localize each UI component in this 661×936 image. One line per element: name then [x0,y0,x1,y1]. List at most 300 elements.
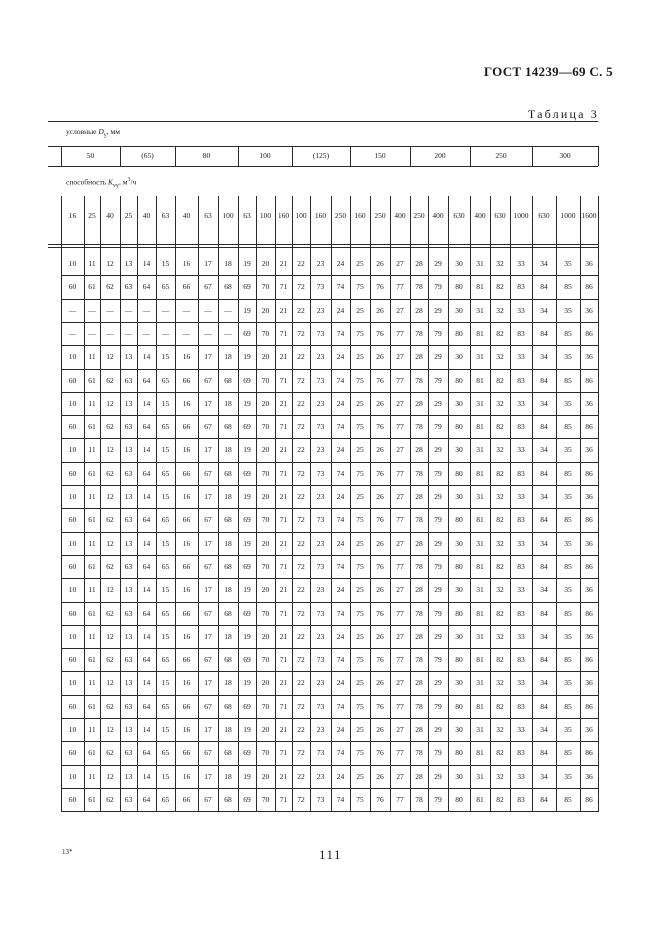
table-cell: 30 [455,632,463,641]
table-cell: 86 [585,515,593,524]
table-cell: 16 [182,585,191,594]
pressure-subcolumn-value: 160 [354,211,366,220]
table-cell: 76 [376,795,384,804]
table-cell: 74 [336,655,345,664]
table-cell: 18 [224,399,232,408]
table-cell: 62 [106,655,114,664]
table-cell: 86 [585,376,593,385]
table-cell: 66 [182,702,191,711]
table-cell: 60 [68,469,77,478]
table-cell: 34 [540,352,548,361]
table-cell: 73 [316,748,325,757]
table-cell: 21 [279,259,288,268]
table-cell: 22 [297,678,305,687]
pressure-subcolumn-value: 160 [277,211,290,220]
table-cell: 12 [106,492,114,501]
table-cell: 36 [585,585,593,594]
table-cell: 69 [243,795,251,804]
table-cell: 27 [396,399,404,408]
table-cell: 63 [124,469,133,478]
table-cell: 31 [476,492,484,501]
row-rule [61,508,598,509]
table-cell: 64 [142,562,151,571]
table-cell: 12 [106,772,114,781]
table-cell: 69 [243,282,251,291]
table-cell: 24 [336,632,345,641]
table-cell: 11 [88,352,96,361]
table-cell: 14 [142,678,151,687]
table-cell: 34 [540,399,548,408]
table-cell: 33 [517,772,525,781]
table-cell: 77 [396,795,404,804]
pressure-subcolumn-value: 63 [243,211,251,220]
table-cell: 20 [261,306,270,315]
table-cell: 24 [336,539,345,548]
table-cell: 66 [182,515,191,524]
table-cell: 73 [316,515,325,524]
table-cell: 79 [434,376,442,385]
table-cell: 24 [336,678,345,687]
nominal-diameter-value: 150 [374,151,386,160]
table-cell: 25 [356,399,364,408]
table-cell: 25 [356,725,364,734]
table-cell: 23 [316,632,325,641]
table-cell: 74 [336,609,345,618]
table-cell: 15 [161,725,170,734]
table-cell: 31 [476,306,484,315]
table-cell: 77 [396,702,404,711]
table-cell: 15 [161,399,170,408]
table-cell: 68 [224,469,232,478]
table-cell: 18 [224,772,232,781]
table-cell: 62 [106,609,114,618]
table-cell: 66 [182,609,191,618]
table-cell: 70 [261,282,270,291]
table-cell: 84 [540,609,548,618]
table-cell: 72 [297,376,305,385]
table-cell: 17 [204,492,212,501]
table-cell: 64 [142,422,151,431]
table-cell: 62 [106,515,114,524]
table-cell: 84 [540,702,548,711]
table-cell: 63 [124,655,133,664]
table-cell: 22 [297,632,305,641]
table-cell: 19 [243,352,251,361]
table-cell: 71 [279,748,288,757]
nominal-diameter-value: 50 [86,151,95,160]
table-cell: 76 [376,655,384,664]
table-cell: 82 [496,562,504,571]
table-cell: 84 [540,655,548,664]
table-cell: 21 [279,585,288,594]
table-cell: 21 [279,678,288,687]
table-cell: 61 [88,422,96,431]
table-cell: 27 [396,259,404,268]
table-cell: 77 [396,376,404,385]
table-cell: 11 [88,259,96,268]
table-cell: 23 [316,445,325,454]
table-cell: 19 [243,492,251,501]
table-cell: 13 [124,678,133,687]
table-cell: 22 [297,399,305,408]
table-cell: 82 [496,702,504,711]
table-cell: 11 [88,632,96,641]
table-cell: 83 [517,329,525,338]
table-cell: 24 [336,772,345,781]
table-cell: 79 [434,329,442,338]
table-cell: 85 [564,329,572,338]
table-cell: 65 [161,282,170,291]
table-cell: 15 [161,585,170,594]
table-cell: 65 [161,515,170,524]
row-rule [61,741,598,742]
table-cell: 62 [106,795,114,804]
table-cell: 72 [297,655,305,664]
table-cell: 74 [336,515,345,524]
table-cell: 75 [356,515,364,524]
row-rule [61,532,598,533]
table-cell: 25 [356,678,364,687]
table-cell: 31 [476,352,484,361]
header-bottom-rule-double [48,247,598,248]
table-cell: 30 [455,352,463,361]
table-cell: 75 [356,748,364,757]
table-cell: 26 [376,352,384,361]
table-cell: 79 [434,562,442,571]
table-cell: 31 [476,632,484,641]
table-cell: 20 [261,399,270,408]
table-cell: 13 [124,445,133,454]
table-cell: 75 [356,655,364,664]
row-rule [61,438,598,439]
table-cell: 72 [297,329,305,338]
table-cell: 73 [316,422,325,431]
table-cell: 68 [224,422,232,431]
table-cell: 12 [106,725,114,734]
table-cell: 29 [434,585,442,594]
table-cell: 16 [182,492,191,501]
table-cell: 20 [261,725,270,734]
table-cell: 61 [88,469,96,478]
table-cell: 23 [316,539,325,548]
table-cell: 62 [106,702,114,711]
table-cell: 69 [243,422,251,431]
table-cell: 81 [476,562,484,571]
row-rule [61,578,598,579]
table-cell: 17 [204,585,212,594]
table-cell: 13 [124,492,133,501]
table-cell: 70 [261,609,270,618]
table-cell: 63 [124,748,133,757]
table-cell: 74 [336,329,345,338]
table-cell: 14 [142,259,151,268]
table-cell: 22 [297,539,305,548]
table-cell: 35 [564,632,572,641]
table-cell: 22 [297,306,305,315]
table-cell: 26 [376,399,384,408]
table-cell: 63 [124,282,133,291]
table-cell: 77 [396,282,404,291]
table-cell: 35 [564,678,572,687]
table-cell: 60 [68,562,77,571]
pressure-subcolumn-value: 400 [474,211,486,220]
table-cell: 67 [204,562,212,571]
table-cell: 84 [540,422,548,431]
table-cell: 22 [297,772,305,781]
table-cell: 12 [106,632,114,641]
table-cell: 81 [476,702,484,711]
table-cell: 34 [540,678,548,687]
table-cell: 72 [297,515,305,524]
table-cell: 74 [336,376,345,385]
table-cell: 27 [396,585,404,594]
table-cell: 64 [142,469,151,478]
table-cell: 30 [455,259,463,268]
table-cell: 77 [396,422,404,431]
table-cell: 61 [88,376,96,385]
pressure-subcolumn-value: 250 [334,211,347,220]
table-cell: 79 [434,795,442,804]
table-cell: 60 [68,515,77,524]
table-cell: 30 [455,306,463,315]
table-cell: 80 [455,609,463,618]
table-cell: 21 [279,539,288,548]
table-cell: 23 [316,399,325,408]
table-cell: 67 [204,376,212,385]
table-cell: 66 [182,562,191,571]
table-cell: 85 [564,748,572,757]
table-cell: 17 [204,632,212,641]
table-cell: 68 [224,702,232,711]
table-cell: 82 [496,469,504,478]
table-cell: 24 [336,492,345,501]
table-cell: 24 [336,725,345,734]
table-cell: 33 [517,632,525,641]
table-cell: 65 [161,422,170,431]
table-cell: 78 [415,376,423,385]
table-cell: 64 [142,282,151,291]
table-cell: 86 [585,469,593,478]
table-cell: — [142,306,151,315]
table-cell: 31 [476,259,484,268]
table-cell: 85 [564,609,572,618]
table-cell: 22 [297,259,305,268]
table-cell: 14 [142,772,151,781]
table-cell: 13 [124,772,133,781]
table-cell: 86 [585,422,593,431]
table-cell: 85 [564,515,572,524]
table-cell: 13 [124,399,133,408]
table-cell: 61 [88,609,96,618]
table-cell: 80 [455,795,463,804]
table-cell: 80 [455,655,463,664]
table-cell: 79 [434,609,442,618]
row-rule [61,322,598,323]
table-cell: 83 [517,562,525,571]
table-cell: 26 [376,678,384,687]
table-cell: 23 [316,725,325,734]
table-cell: 28 [415,306,423,315]
table-cell: 21 [279,399,288,408]
table-cell: 70 [261,469,270,478]
table-cell: 28 [415,725,423,734]
table-cell: 65 [161,655,170,664]
table-cell: 70 [261,376,270,385]
pressure-subcolumn-value: 630 [453,211,465,220]
table-cell: 78 [415,702,423,711]
table-cell: 29 [434,492,442,501]
table-cell: 61 [88,795,96,804]
table-cell: 10 [68,352,77,361]
table-cell: 28 [415,585,423,594]
table-cell: 19 [243,306,251,315]
table-cell: 33 [517,678,525,687]
table-cell: 31 [476,399,484,408]
table-cell: 16 [182,678,191,687]
table-cell: 69 [243,655,251,664]
row-rule [61,392,598,393]
row-rule [61,415,598,416]
table-cell: 20 [261,492,270,501]
table-cell: 72 [297,282,305,291]
table-cell: 20 [261,539,270,548]
column-divider [598,196,599,812]
table-cell: 23 [316,585,325,594]
table-cell: 24 [336,259,345,268]
table-cell: 68 [224,562,232,571]
table-cell: 27 [396,725,404,734]
table-cell: 82 [496,282,504,291]
table-cell: 86 [585,282,593,291]
table-cell: 80 [455,748,463,757]
table-cell: 22 [297,585,305,594]
table-cell: 18 [224,352,232,361]
nominal-diameter-value: 100 [259,151,271,160]
table-cell: 74 [336,422,345,431]
table-cell: 14 [142,352,151,361]
table-cell: 63 [124,795,133,804]
table-cell: 62 [106,748,114,757]
table-cell: 83 [517,376,525,385]
table-cell: 34 [540,539,548,548]
table-cell: 36 [585,259,593,268]
table-cell: 14 [142,725,151,734]
table-cell: 22 [297,352,305,361]
table-cell: — [224,329,232,338]
table-cell: 16 [182,399,191,408]
table-cell: 23 [316,678,325,687]
table-cell: 64 [142,748,151,757]
table-cell: 19 [243,539,251,548]
table-cell: 32 [496,259,504,268]
nominal-diameter-value: 200 [434,151,446,160]
table-cell: 86 [585,609,593,618]
table-cell: — [204,306,212,315]
table-cell: — [88,306,96,315]
table-cell: 28 [415,539,423,548]
pressure-subcolumn-value: 63 [204,211,212,220]
nominal-diameter-value: 300 [559,151,571,160]
table-cell: 13 [124,632,133,641]
table-cell: 79 [434,748,442,757]
table-cell: 16 [182,539,191,548]
table-cell: 69 [243,469,251,478]
table-cell: — [68,329,77,338]
table-cell: 84 [540,515,548,524]
table-cell: 34 [540,772,548,781]
table-cell: 15 [161,492,170,501]
table-cell: 78 [415,655,423,664]
table-cell: 84 [540,329,548,338]
table-cell: 73 [316,562,325,571]
table-cell: — [106,306,114,315]
table-cell: 81 [476,282,484,291]
pressure-subcolumn-value: 25 [88,211,96,220]
table-cell: 19 [243,259,251,268]
table-cell: 18 [224,585,232,594]
table-cell: 78 [415,282,423,291]
pressure-subcolumn-value: 25 [124,211,133,220]
table-cell: 21 [279,445,288,454]
table-cell: 83 [517,422,525,431]
table-cell: 20 [261,678,270,687]
table-cell: 64 [142,655,151,664]
table-cell: 71 [279,609,288,618]
table-cell: 34 [540,306,548,315]
page-number: 111 [319,847,343,862]
table-cell: 29 [434,632,442,641]
table-cell: 61 [88,515,96,524]
pressure-subcolumn-value: 63 [161,211,170,220]
table-cell: 63 [124,515,133,524]
table-cell: 16 [182,445,191,454]
nominal-diameter-label: условные $D_у$, мм [66,127,121,139]
table-cell: 81 [476,422,484,431]
table-cell: 10 [68,259,77,268]
table-cell: 67 [204,609,212,618]
table-cell: 15 [161,678,170,687]
table-cell: 83 [517,795,525,804]
table-cell: 36 [585,399,593,408]
pressure-subcolumn-value: 40 [106,211,114,220]
table-cell: 73 [316,702,325,711]
table-cell: 17 [204,678,212,687]
table-cell: 76 [376,515,384,524]
table-cell: 36 [585,539,593,548]
table-cell: 71 [279,515,288,524]
table-cell: 60 [68,702,77,711]
row-rule [61,788,598,789]
table-cell: 25 [356,306,364,315]
table-cell: 61 [88,702,96,711]
table-cell: 35 [564,445,572,454]
table-cell: 83 [517,469,525,478]
table-cell: 25 [356,539,364,548]
table-cell: 16 [182,259,191,268]
table-cell: — [204,329,212,338]
table-cell: 10 [68,445,77,454]
table-cell: 33 [517,306,525,315]
table-cell: 79 [434,422,442,431]
table-cell: 61 [88,748,96,757]
table-cell: 85 [564,795,572,804]
table-cell: 19 [243,772,251,781]
table-cell: 68 [224,795,232,804]
table-cell: 68 [224,515,232,524]
table-cell: 26 [376,306,384,315]
table-cell: 78 [415,562,423,571]
pressure-subcolumn-value: 160 [314,211,327,220]
